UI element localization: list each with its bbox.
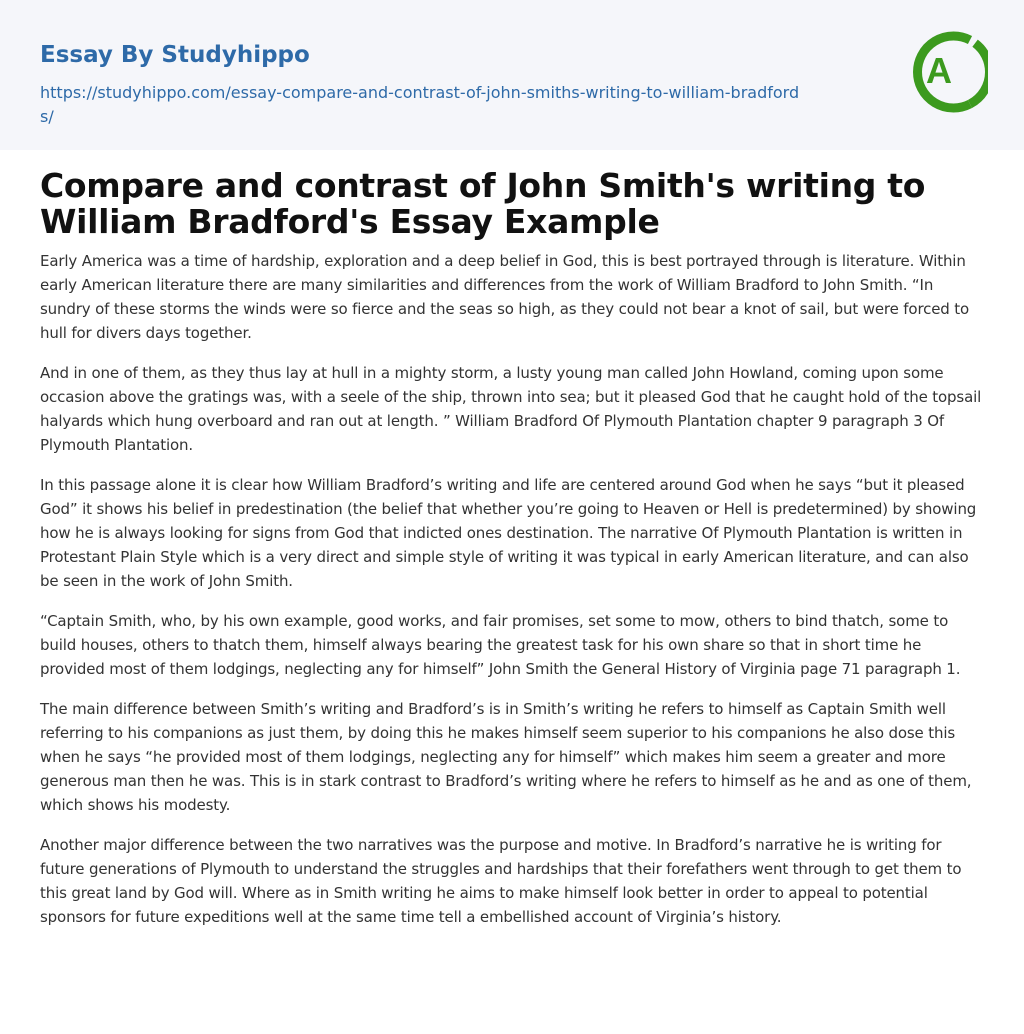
essay-paragraph-2: And in one of them, as they thus lay at hull in a mighty storm, a lusty young man called John Howland, coming upon some occasion above the gratings was, with a seele of the ship, thrown into sea; but it pleased God that he caught hold of the topsail halyards which hung overboard and ran out at length. ” William Bradford Of Plymouth Plantation chapter 9 paragraph 3 Of Plymouth Plantation.	[40, 364, 982, 454]
studyhippo-logo-icon[interactable]	[908, 28, 988, 116]
site-brand-title[interactable]: Essay By Studyhippo	[40, 42, 310, 68]
essay-title: Compare and contrast of John Smith's writing to William Bradford's Essay Example	[40, 166, 926, 241]
logo-letter: A	[926, 50, 952, 91]
essay-url-link[interactable]: https://studyhippo.com/essay-compare-and-contrast-of-john-smiths-writing-to-william-bradfords/	[40, 83, 800, 126]
essay-paragraph-4: “Captain Smith, who, by his own example, good works, and fair promises, set some to mow, others to bind thatch, some to build houses, others to thatch them, himself always bearing the greatest task for his own share so that in short time he provided most of them lodgings, neglecting any for himself” John Smith the General History of Virginia page 71 paragraph 1.	[40, 612, 961, 678]
essay-paragraph-3: In this passage alone it is clear how William Bradford’s writing and life are centered around God when he says “but it pleased God” it shows his belief in predestination (the belief that whether you’re going to Heaven or Hell is predetermined) by showing how he is always looking for signs from God that indicted ones destination. The narrative Of Plymouth Plantation is written in Protestant Plain Style which is a very direct and simple style of writing it was typical in early American literature, and can also be seen in the work of John Smith.	[40, 476, 977, 590]
site-header	[0, 0, 1024, 150]
essay-paragraph-6: Another major difference between the two narratives was the purpose and motive. In Bradford’s narrative he is writing for future generations of Plymouth to understand the struggles and hardships that their forefathers went through to get them to this great land by God will. Where as in Smith writing he aims to make himself look better in order to appeal to potential sponsors for future expeditions well at the same time tell a embellished account of Virginia’s history.	[40, 836, 962, 926]
essay-paragraph-5: The main difference between Smith’s writing and Bradford’s is in Smith’s writing he refers to himself as Captain Smith well referring to his companions as just them, by doing this he makes himself seem superior to his companions he also dose this when he says “he provided most of them lodgings, neglecting any for himself” which makes him seem a greater and more generous man then he was. This is in stark contrast to Bradford’s writing where he refers to himself as he and as one of them, which shows his modesty.	[40, 700, 972, 814]
essay-body	[40, 249, 986, 945]
essay-paragraph-1: Early America was a time of hardship, exploration and a deep belief in God, this is best portrayed through is literature. Within early American literature there are many similarities and differences from the work of William Bradford to John Smith. “In sundry of these storms the winds were so fierce and the seas so high, as they could not bear a knot of sail, but were forced to hull for divers days together.	[40, 252, 970, 342]
